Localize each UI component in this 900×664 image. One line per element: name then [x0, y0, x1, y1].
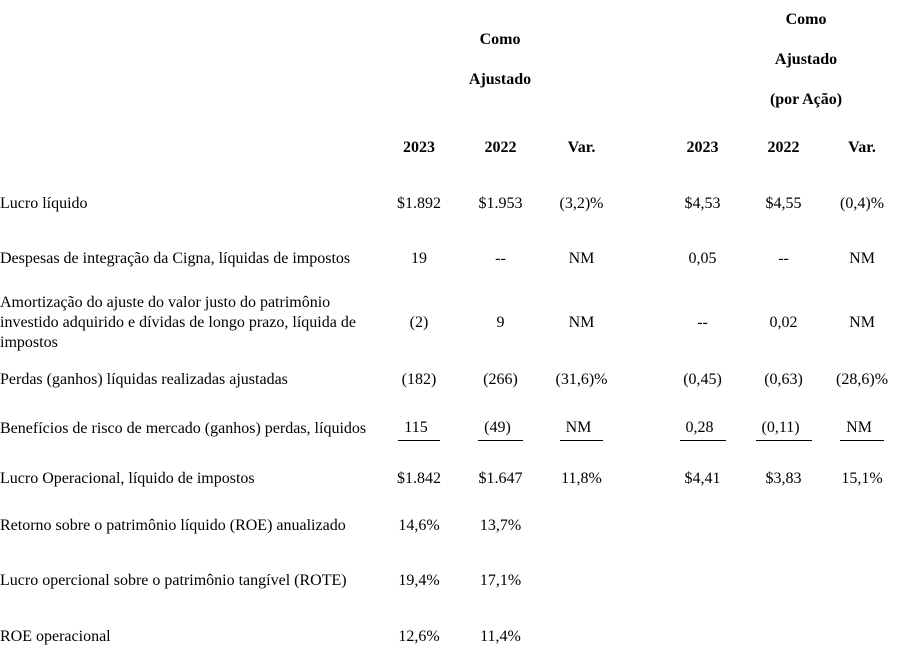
group-header-como-ajustado [378, 20, 622, 100]
row-label: Lucro líquido [0, 195, 88, 212]
group-header-como-ajustado-por-acao [687, 0, 900, 120]
spacer-cell [622, 459, 662, 499]
table-row-despesas-integracao [0, 232, 900, 285]
cell-value: $1.647 [478, 470, 523, 487]
cell-value [824, 608, 900, 664]
column-header-var-right: Var. [848, 139, 876, 156]
cell-value: -- [778, 249, 789, 267]
column-header-2022-left: 2022 [484, 139, 517, 156]
cell-value [743, 499, 824, 553]
column-header-var-left: Var. [567, 139, 596, 156]
row-label: Lucro opercional sobre o patrimônio tangível (ROTE) [0, 571, 347, 589]
cell-value [378, 399, 460, 459]
row-label: Retorno sobre o patrimônio líquido (ROE) anualizado [0, 517, 346, 534]
cell-value: (0,4)% [840, 195, 885, 212]
cell-value: NM [568, 249, 595, 267]
spacer-cell [622, 553, 662, 608]
cell-value: 11,4% [480, 627, 521, 645]
cell-value [824, 553, 900, 608]
cell-value [662, 608, 743, 664]
cell-value: 9 [496, 313, 505, 331]
spacer-cell [622, 608, 662, 664]
cell-value [662, 553, 743, 608]
cell-value [662, 399, 743, 459]
column-header-row [0, 120, 900, 176]
cell-value: 11,8% [561, 470, 602, 487]
underlined-value: NM [840, 418, 884, 441]
table-row-beneficios-risco [0, 399, 900, 459]
table-row-roe-operacional [0, 608, 900, 664]
cell-value: (31,6)% [555, 370, 608, 388]
cell-value: $1.953 [478, 195, 523, 212]
group-header-line: Ajustado [468, 71, 532, 88]
row-label: Despesas de integração da Cigna, líquidas de impostos [0, 249, 351, 267]
cell-value [541, 499, 622, 553]
cell-value: 0,05 [688, 249, 717, 267]
table-row-roe-anualizado [0, 499, 900, 553]
row-label: ROE operacional [0, 627, 111, 645]
cell-value: 19 [411, 249, 427, 267]
cell-value: 15,1% [841, 470, 883, 487]
spacer-cell [622, 120, 662, 176]
cell-value: (2) [409, 313, 429, 331]
cell-value [541, 399, 622, 459]
cell-value: 0,02 [769, 313, 798, 331]
spacer-cell [622, 399, 662, 459]
cell-value [824, 399, 900, 459]
cell-value: 13,7% [479, 517, 522, 534]
cell-value: (3,2)% [559, 195, 604, 212]
table-row-amortizacao [0, 285, 900, 360]
group-header-line: (por Ação) [769, 91, 843, 108]
cell-value [541, 608, 622, 664]
cell-value [541, 553, 622, 608]
cell-value [743, 553, 824, 608]
cell-value: (0,45) [683, 370, 722, 388]
cell-value: (182) [401, 370, 437, 388]
cell-value: NM [568, 313, 595, 331]
row-label: Benefícios de risco de mercado (ganhos) perdas, líquidos [0, 420, 367, 437]
table-row-rote [0, 553, 900, 608]
spacer-cell [622, 176, 662, 232]
group-header-line: Ajustado [774, 51, 838, 68]
spacer-cell [622, 499, 662, 553]
cell-value: (0,63) [764, 370, 803, 388]
cell-value: NM [849, 249, 875, 267]
column-header-2023-right: 2023 [686, 139, 719, 156]
table-row-lucro-operacional [0, 459, 900, 499]
underlined-value: (49) [478, 418, 523, 441]
row-label: Lucro Operacional, líquido de impostos [0, 470, 255, 487]
underlined-value: 0,28 [680, 418, 726, 441]
cell-value: NM [849, 313, 875, 331]
cell-value: $4,41 [684, 470, 721, 487]
cell-value [662, 499, 743, 553]
group-header-right-cell [662, 0, 900, 120]
row-label: Perdas (ganhos) líquidas realizadas ajustadas [0, 370, 288, 388]
spacer-cell [622, 360, 662, 399]
table-row-lucro-liquido [0, 176, 900, 232]
cell-value: 12,6% [398, 627, 440, 645]
underlined-value: NM [560, 418, 604, 441]
group-header-row [0, 0, 900, 120]
group-header-line: Como [479, 31, 521, 48]
spacer-cell [622, 232, 662, 285]
cell-value: (266) [483, 370, 518, 388]
column-header-2023-left: 2023 [403, 139, 435, 156]
empty-cell [0, 0, 378, 120]
cell-value: (28,6)% [836, 370, 889, 388]
cell-value [460, 399, 541, 459]
cell-value: 19,4% [398, 571, 440, 589]
cell-value [743, 608, 824, 664]
cell-value: -- [495, 249, 506, 267]
underlined-value: 115 [398, 418, 439, 441]
empty-cell [0, 120, 378, 176]
spacer-cell [622, 0, 662, 120]
cell-value: $4,53 [684, 195, 721, 212]
cell-value: 14,6% [398, 517, 440, 534]
cell-value [743, 399, 824, 459]
cell-value: $1.842 [397, 470, 441, 487]
group-header-line: Como [785, 11, 827, 28]
cell-value [824, 499, 900, 553]
cell-value: 17,1% [479, 571, 522, 589]
spacer-cell [622, 285, 662, 360]
cell-value: $1.892 [397, 195, 441, 212]
column-header-2022-right: 2022 [767, 139, 800, 156]
row-label: Amortização do ajuste do valor justo do patrimônio investido adquirido e dívidas de longo prazo, líquida de impostos [0, 293, 356, 351]
cell-value: $4,55 [765, 195, 802, 212]
cell-value: $3,83 [765, 470, 802, 487]
group-header-left-cell [378, 0, 622, 120]
underlined-value: (0,11) [756, 418, 812, 441]
cell-value: -- [697, 313, 708, 331]
table-row-perdas-ganhos [0, 360, 900, 399]
